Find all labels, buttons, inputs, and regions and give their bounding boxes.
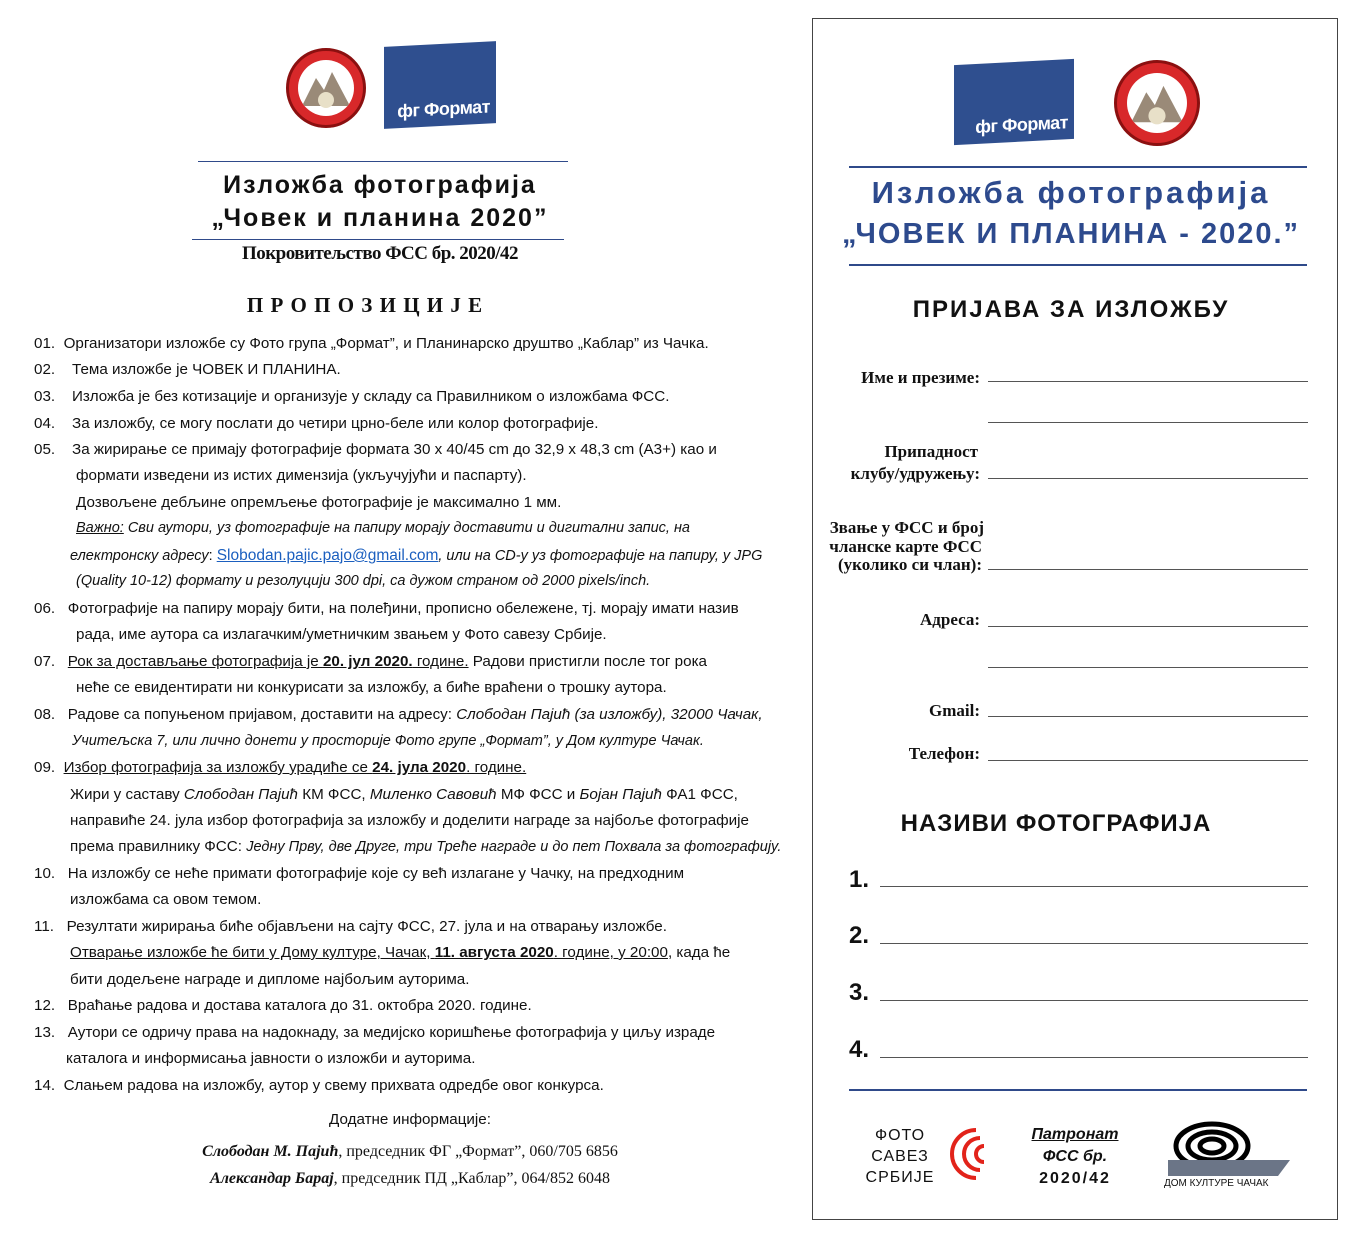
dom-kulture-logo [1168,1120,1292,1178]
list-item: 03. Изложба је без котизације и организује у складу са Правилником о изложбама ФСС. [34,388,670,405]
photo-title-field-3[interactable] [880,1000,1308,1001]
list-item: 11. Резултати жирирања биће објављени на сајту ФСС, 27. јула и на отварању изложбе. [34,918,667,935]
photo-number-3: 3. [849,979,870,1006]
pd-kablar-logo-right [1114,60,1200,146]
rank-label-3: (уколико си члан): [838,555,982,574]
rank-label-2: чланске карте ФСС [829,537,982,556]
patronat-block: Патронат ФСС бр. 2020/42 [1031,1126,1119,1187]
dom-kulture-label: ДОМ КУЛТУРЕ ЧАЧАК [1164,1178,1269,1189]
rank-label-1: Звање у ФСС и број [829,518,984,537]
photos-heading: НАЗИВИ ФОТОГРАФИЈА [900,810,1212,837]
photo-title-field-2[interactable] [880,943,1308,944]
list-item-cont: Важно: Сви аутори, уз фотографије на папиру морају доставити и дигитални запис, на [76,520,690,536]
fg-format-logo-right: фг Формат [954,59,1074,145]
list-item-cont: према правилнику ФСС: Једну Прву, две Друге, три Треће награде и до пет Похвала за фотографију. [70,838,782,855]
contact-2: Александар Барај, председник ПД „Каблар”, 064/852 6048 [210,1170,610,1187]
list-item: 07. Рок за достављање фотографија је 20. јул 2020. године. Радови пристигли после тог рока [34,653,707,670]
contact-1: Слободан М. Пајић, председник ФГ „Формат”, 060/705 6856 [202,1143,618,1160]
list-item: 14. Слањем радова на изложбу, аутор у свему прихвата одредбе овог конкурса. [34,1077,604,1094]
photo-title-field-1[interactable] [880,886,1308,887]
list-item: 09. Избор фотографија за изложбу урадиће се 24. јула 2020. године. [34,759,527,776]
gmail-field[interactable] [988,716,1308,717]
photo-number-1: 1. [849,866,870,893]
name-field[interactable] [988,381,1308,382]
list-item: 13. Аутори се одричу права на надокнаду, за медијско коришћење фотографија у циљу израде [34,1024,716,1041]
list-item-cont: Отварање изложбе ће бити у Дому културе, Чачак, 11. августа 2020. године, у 20:00, када ће [70,944,731,961]
foto-savez-srbije-logo: ФОТО САВЕЗ СРБИЈЕ [865,1127,935,1186]
list-item: 06. Фотографије на папиру морају бити, на полеђини, прописно обележене, тј. морају имати назив [34,600,739,617]
fg-format-logo: фг Формат [384,41,496,129]
gmail-label: Gmail: [929,701,980,720]
name-label: Име и презиме: [861,368,980,387]
list-item-cont: изложбама са овом темом. [70,891,262,908]
list-item-cont: електронску адресу: Slobodan.pajic.pajo@gmail.com, или на CD-у уз фотографије на папиру, у JPG [70,547,763,564]
left-title-line2: „Човек и планина 2020” [211,204,549,232]
list-item-cont: Учитељска 7, или лично донети у просторије Фото групе „Формат”, у Дом културе Чачак. [72,733,704,749]
list-item: 08. Радове са попуњеном пријавом, доставити на адресу: Слободан Пајић (за изложбу), 32000 Чачак, [34,706,763,723]
name-field-2[interactable] [988,422,1308,423]
list-item-cont: бити додељене награде и дипломе најбољим ауторима. [70,971,470,988]
photo-number-2: 2. [849,922,870,949]
right-title-line1: Изложба фотографија [871,175,1271,210]
photo-title-field-4[interactable] [880,1057,1308,1058]
list-item-cont: рада, име аутора са излагачким/уметничким звањем у Фото савезу Србије. [76,626,607,643]
patronage-line: Покровитељство ФСС бр. 2020/42 [241,243,519,264]
fss-logo-mark [936,1124,1000,1184]
club-label-1: Припадност [884,442,978,461]
left-title-line1: Изложба фотографија [223,171,537,199]
phone-field[interactable] [988,760,1308,761]
extra-info-heading: Додатне информације: [329,1111,491,1128]
list-item-cont: неће се евидентирати ни конкурисати за изложбу, а биће враћени о трошку аутора. [76,679,667,696]
list-item: 04. За изложбу, се могу послати до четири црно-беле или колор фотографије. [34,415,599,432]
list-item: 12. Враћање радова и достава каталога до 31. октобра 2020. године. [34,997,532,1014]
club-label-2: клубу/удружењу: [850,464,980,483]
address-field-2[interactable] [988,667,1308,668]
club-field[interactable] [988,478,1308,479]
form-heading: ПРИЈАВА ЗА ИЗЛОЖБУ [912,296,1230,323]
rank-field[interactable] [988,569,1308,570]
pd-kablar-logo [286,48,366,128]
right-title-line2: „ЧОВЕК И ПЛАНИНА - 2020.” [841,218,1301,250]
address-label: Адреса: [920,610,980,629]
list-item: 01. Организатори изложбе су Фото група „Формат”, и Планинарско друштво „Каблар” из Чачка. [34,335,709,352]
propositions-heading: П Р О П О З И Ц И Ј Е [246,293,484,317]
list-item-cont: направиће 24. јула избор фотографија за изложбу и доделити награде за најбоље фотографије [70,812,749,829]
photo-number-4: 4. [849,1036,870,1063]
email-link[interactable]: Slobodan.pajic.pajo@gmail.com [216,547,439,564]
list-item: 10. На изложбу се неће примати фотографије које су већ излагане у Чачку, на предходним [34,865,685,882]
address-field[interactable] [988,626,1308,627]
list-item-cont: Жири у саставу Слободан Пајић КМ ФСС, Миленко Савовић МФ ФСС и Бојан Пајић ФА1 ФСС, [70,786,738,803]
list-item-cont: (Quality 10-12) формату и резолуцији 300 dpi, са дужом страном од 2000 pixels/inch. [76,573,651,589]
list-item-cont: каталога и информисања јавности о изложби и ауторима. [66,1050,476,1067]
list-item: 05. За жирирање се примају фотографије формата 30 x 40/45 cm до 32,9 x 48,3 cm (А3+) као и [34,441,717,458]
list-item-cont: Дозвољене дебљине опремљење фотографије је максимално 1 мм. [76,494,562,511]
list-item: 02. Тема изложбе је ЧОВЕК И ПЛАНИНА. [34,361,341,378]
list-item-cont: формати изведени из истих димензија (укључујући и паспарту). [76,467,527,484]
phone-label: Телефон: [908,744,980,763]
